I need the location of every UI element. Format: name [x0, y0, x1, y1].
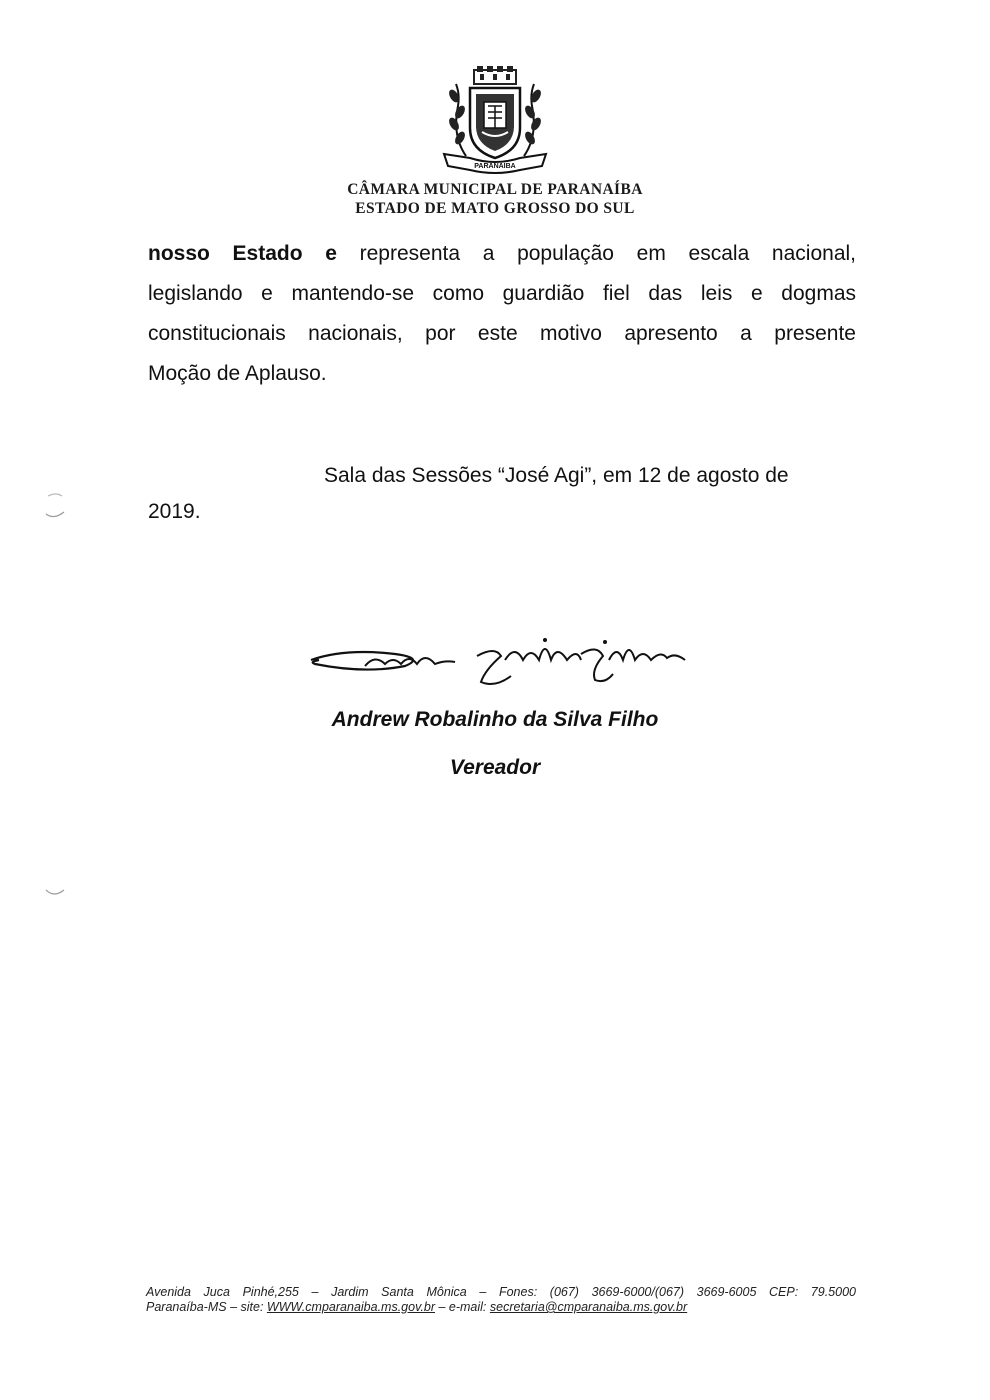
letterhead: [0, 66, 990, 218]
closing-line: Sala das Sessões “José Agi”, em 12 de agosto de: [324, 464, 789, 487]
body-paragraph: [148, 234, 856, 394]
body-line: Moção de Aplauso.: [148, 362, 327, 385]
closing-year: 2019.: [148, 500, 201, 523]
website-link[interactable]: WWW.cmparanaiba.ms.gov.br: [266, 1300, 435, 1314]
scan-mark-icon: [40, 488, 70, 524]
body-line: legislando e mantendo-se como guardião fiel das leis e dogmas: [148, 282, 856, 305]
footer-text: Paranaíba-MS – site:: [146, 1300, 267, 1314]
footer-text: – e-mail:: [435, 1300, 490, 1314]
body-line: [148, 234, 856, 274]
signatory-role: Vereador: [449, 756, 541, 779]
state-name: ESTADO DE MATO GROSSO DO SUL: [355, 200, 635, 217]
institution-name: CÂMARA MUNICIPAL DE PARANAÍBA: [347, 181, 643, 198]
scan-mark-icon: [40, 880, 70, 904]
footer-address: [146, 1285, 856, 1315]
signatory-name: Andrew Robalinho da Silva Filho: [331, 708, 659, 731]
emblem-ribbon-text: PARANAÍBA: [474, 163, 516, 170]
closing-date: [148, 458, 856, 530]
handwritten-signature: [305, 630, 695, 692]
body-line: constitucionais nacionais, por este motivo apresento a presente: [148, 322, 856, 345]
coat-of-arms-icon: [430, 66, 560, 176]
body-text: representa a população em escala nacional,: [336, 242, 856, 265]
body-bold-text: nosso Estado e: [148, 242, 337, 265]
footer-line: Avenida Juca Pinhé,255 – Jardim Santa Mônica – Fones: (067) 3669-6000/(067) 3669-6005 CEP: 79.5000: [146, 1285, 856, 1299]
email-link[interactable]: secretaria@cmparanaiba.ms.gov.br: [489, 1300, 688, 1314]
footer-line: [146, 1300, 856, 1315]
